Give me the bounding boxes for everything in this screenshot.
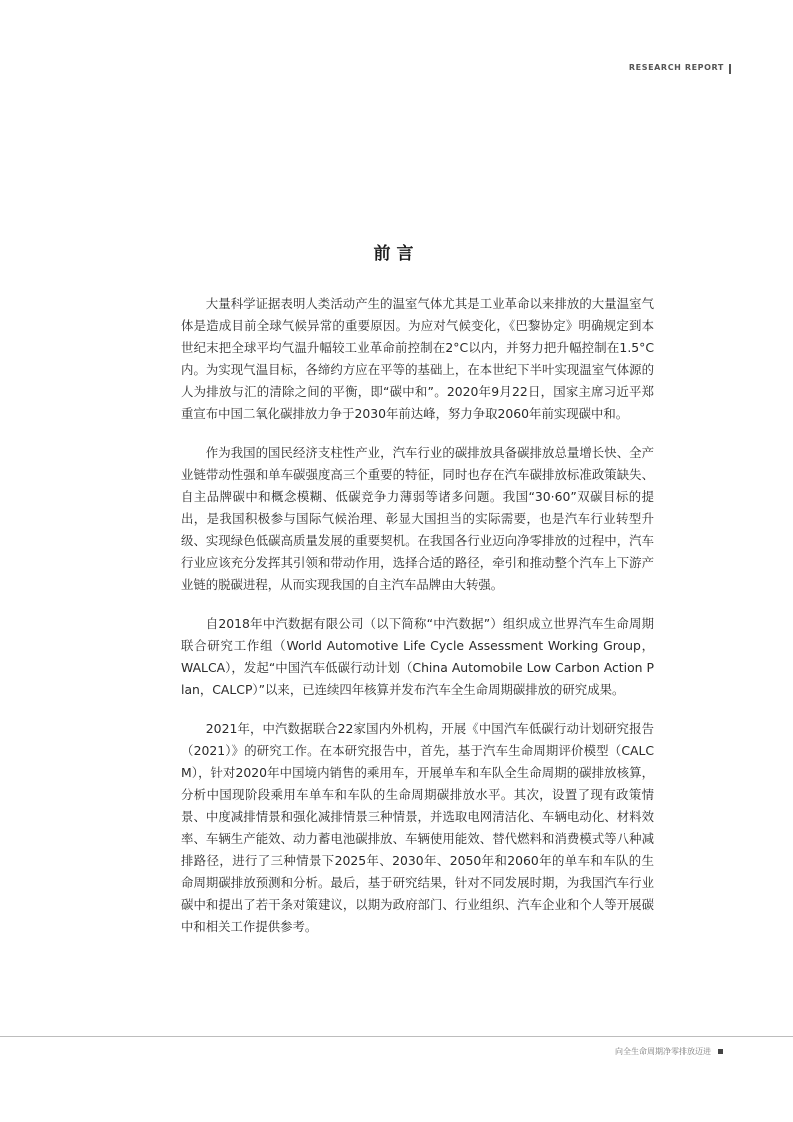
paragraph-3: 自2018年中汽数据有限公司（以下简称“中汽数据”）组织成立世界汽车生命周期联合研究工作组（World Automotive Life Cycle Assessment Working Group，WALCA），发起“中国汽车低碳行动计划（China Automobile Low Carbon Action Plan，CALCP）”以来，已连续四年核算并发布汽车全生命周期碳排放的研究成果。: [181, 616, 654, 697]
paragraph-2: 作为我国的国民经济支柱性产业，汽车行业的碳排放具备碳排放总量增长快、全产业链带动性强和单车碳强度高三个重要的特征，同时也存在汽车碳排放标准政策缺失、自主品牌碳中和概念模糊、低碳竞争力薄弱等诸多问题。我国“30·60”双碳目标的提出，是我国积极参与国际气候治理、彰显大国担当的实际需要，也是汽车行业转型升级、实现绿色低碳高质量发展的重要契机。在我国各行业迈向净零排放的过程中，汽车行业应该充分发挥其引领和带动作用，选择合适的路径，牵引和推动整个汽车上下游产业链的脱碳进程，从而实现我国的自主汽车品牌由大转强。: [181, 445, 654, 592]
header-label: RESEARCH REPORT: [628, 63, 724, 72]
header-bar-divider: [729, 64, 731, 74]
footer-text: 向全生命周期净零排放迈进: [615, 1047, 711, 1056]
page-title: 前言: [373, 244, 420, 265]
footer-square-icon: [718, 1049, 723, 1054]
body-content: [181, 293, 654, 955]
footer-divider: [0, 1036, 793, 1037]
paragraph-1: 大量科学证据表明人类活动产生的温室气体尤其是工业革命以来排放的大量温室气体是造成目前全球气候异常的重要原因。为应对气候变化，《巴黎协定》明确规定到本世纪末把全球平均气温升幅较工业革命前控制在2°C以内，并努力把升幅控制在1.5°C内。为实现气温目标，各缔约方应在平等的基础上，在本世纪下半叶实现温室气体源的人为排放与汇的清除之间的平衡，即“碳中和”。2020年9月22日，国家主席习近平郑重宣布中国二氧化碳排放力争于2030年前达峰，努力争取2060年前实现碳中和。: [181, 296, 654, 421]
paragraph-4: 2021年，中汽数据联合22家国内外机构，开展《中国汽车低碳行动计划研究报告（2021）》的研究工作。在本研究报告中，首先，基于汽车生命周期评价模型（CALCM），针对2020年中国境内销售的乘用车，开展单车和车队全生命周期的碳排放核算，分析中国现阶段乘用车单车和车队的生命周期碳排放水平。其次，设置了现有政策情景、中度减排情景和强化减排情景三种情景，并选取电网清洁化、车辆电动化、材料效率、车辆生产能效、动力蓄电池碳排放、车辆使用能效、替代燃料和消费模式等八种减排路径，进行了三种情景下2025年、2030年、2050年和2060年的单车和车队的生命周期碳排放预测和分析。最后，基于研究结果，针对不同发展时期，为我国汽车行业碳中和提出了若干条对策建议，以期为政府部门、行业组织、汽车企业和个人等开展碳中和相关工作提供参考。: [181, 721, 654, 934]
